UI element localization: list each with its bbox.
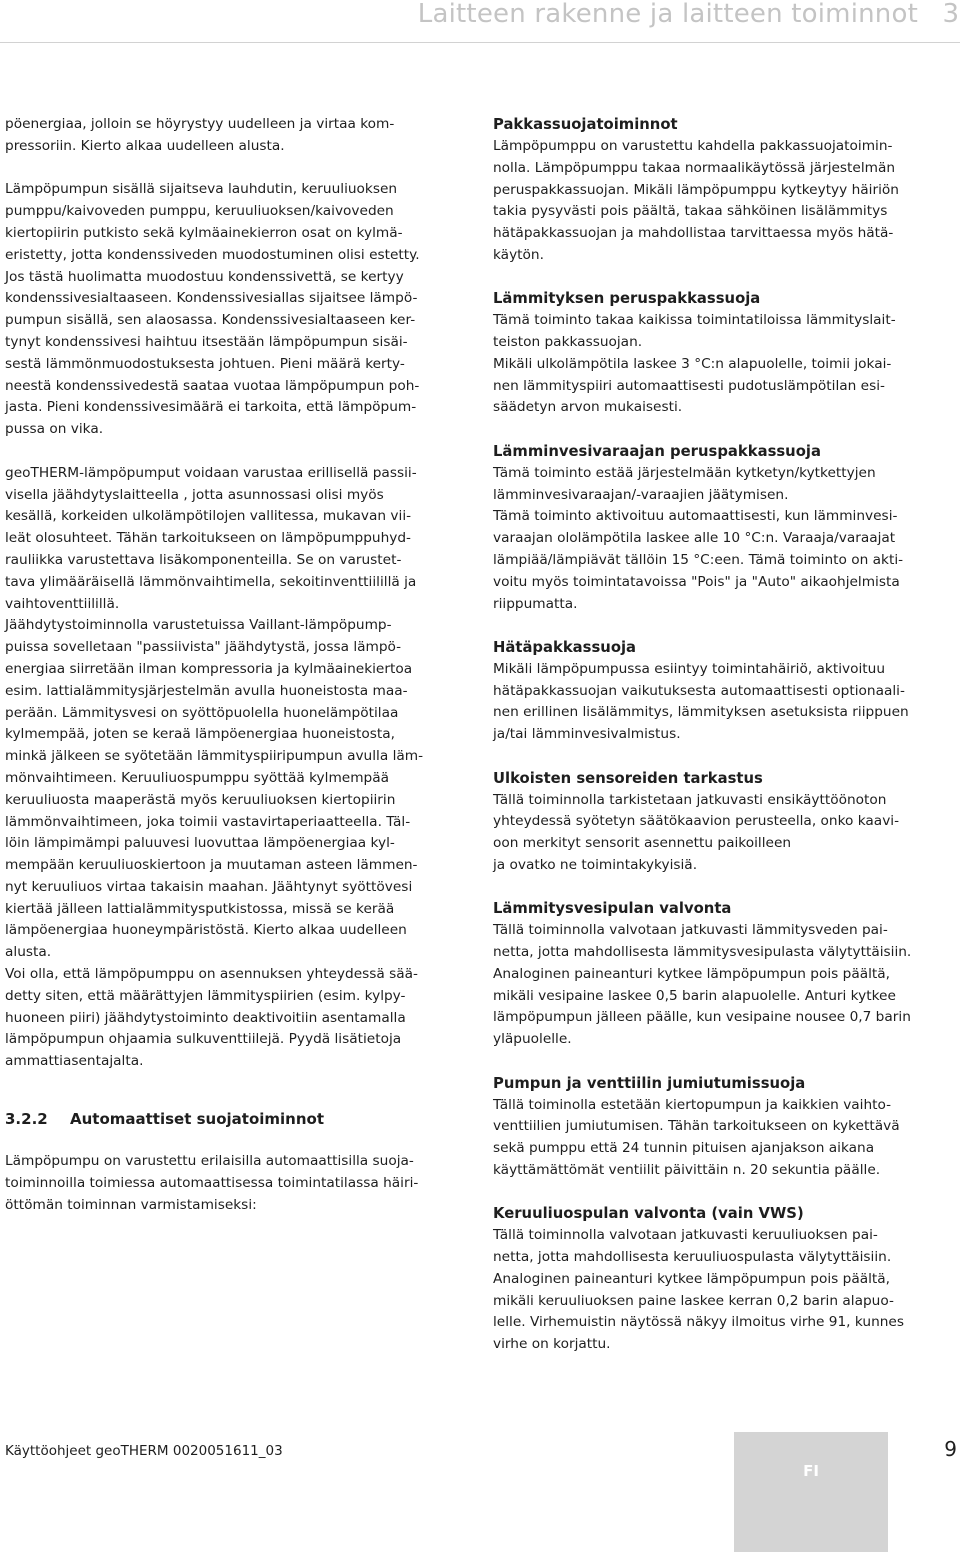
text-line: energiaa siirretään ilman kompressoria ja kylmäainekiertoa: [5, 660, 413, 677]
text-line: visella jäähdytyslaitteella , jotta asunnossasi olisi myös: [5, 486, 384, 503]
text-line: vaihtoventtiilillä.: [5, 595, 120, 612]
text-line: Tällä toiminnolla tarkistetaan jatkuvasti ensikäyttöönoton: [493, 791, 887, 808]
text-line: pressoriin. Kierto alkaa uudelleen alusta.: [5, 137, 285, 154]
subsection-heading: Pumpun ja venttiilin jumiutumissuoja: [493, 1074, 806, 1092]
text-line: sestä lämmönmuodostuksesta johtuen. Pieni määrä kerty-: [5, 355, 405, 372]
text-line: Tällä toiminolla estetään kiertopumpun ja kaikkien vaihto-: [493, 1096, 892, 1113]
section-number: 3.2.2: [5, 1110, 48, 1129]
text-line: varaajan ololämpötila laskee alle 10 °C:n. Varaaja/varaajat: [493, 530, 896, 547]
right-column: [493, 114, 957, 1356]
text-line: Mikäli ulkolämpötila laskee 3 °C:n alapuolelle, toimii jokai-: [493, 355, 892, 372]
text-line: nen erillinen lisälämmitys, lämmityksen asetuksista riippuen: [493, 704, 909, 721]
page-header: [0, 0, 960, 42]
text-line: voitu myös toimintatavoissa "Pois" ja "Auto" aikaohjelmista: [493, 573, 900, 590]
subsection-heading: Keruuliuospulan valvonta (vain VWS): [493, 1205, 804, 1223]
text-line: ammattiasentajalta.: [5, 1053, 144, 1070]
text-line: mikäli keruuliuoksen paine laskee kerran 0,2 barin alapuo-: [493, 1292, 894, 1309]
subsection-body: [493, 659, 957, 746]
text-line: hätäpakkassuojan vaikutuksesta automaattisesti optionaali-: [493, 682, 905, 699]
text-line: Lämpöpumpu on varustettu erilaisilla automaattisilla suoja-: [5, 1153, 414, 1170]
text-line: nyt keruuliuos virtaa takaisin maahan. Jäähtynyt syöttövesi: [5, 878, 413, 895]
text-line: öttömän toiminnan varmistamiseksi:: [5, 1196, 257, 1213]
subsection-body: [493, 1095, 957, 1182]
footer-document-id: Käyttöohjeet geoTHERM 0020051611_03: [5, 1443, 283, 1459]
text-line: lämminvesivaraajan/-varaajien jäätymisen.: [493, 486, 789, 503]
text-line: Tällä toiminnolla valvotaan jatkuvasti keruuliuoksen pai-: [493, 1227, 878, 1244]
text-line: yhteydessä syötetyn säätökaavion perusteella, onko kaavi-: [493, 813, 900, 830]
text-line: teiston pakkassuojan.: [493, 334, 643, 351]
text-line: kesällä, korkeiden ulkolämpötilojen vallitessa, mukavan vii-: [5, 508, 412, 525]
text-line: löin lämpimämpi paluuvesi luovuttaa lämpöenergiaa kyl-: [5, 835, 395, 852]
left-column: [5, 114, 470, 1216]
text-line: perään. Lämmitysvesi on syöttöpuolella huonelämpötilaa: [5, 704, 399, 721]
chapter-number: 3: [942, 0, 959, 29]
subsection-body: [493, 920, 957, 1051]
text-line: pumpun sisällä, sen alaosassa. Kondenssivesialtaaseen ker-: [5, 312, 416, 329]
text-line: lämpöenergiaa huoneympäristöstä. Kierto alkaa uudelleen: [5, 922, 407, 939]
text-line: mönvaihtimeen. Keruuliuospumppu syöttää kylmempää: [5, 769, 390, 786]
text-line: mikäli vesipaine laskee 0,5 barin alapuolelle. Anturi kytkee: [493, 987, 896, 1004]
text-line: oon merkityt sensorit asennettu paikoilleen: [493, 835, 792, 852]
text-line: minkä jälkeen se syötetään lämmityspiiripumpun avulla läm-: [5, 748, 424, 765]
subsection-body: [493, 310, 957, 419]
text-line: netta, jotta mahdollisesta lämmitysvesipulasta välytyttäisiin.: [493, 944, 912, 961]
text-line: lämmönvaihtimeen, joka toimii vastavirtaperiaatteella. Täl-: [5, 813, 411, 830]
text-line: pöenergiaa, jolloin se höyrystyy uudelleen ja virtaa kom-: [5, 116, 395, 132]
text-line: Jos tästä huolimatta muodostuu kondenssivettä, se kertyy: [5, 268, 404, 285]
text-line: kiertää jälleen lattialämmitysputkistossa, missä se kerää: [5, 900, 395, 917]
text-line: venttiilien jumiutumisen. Tähän tarkoitukseen on kykettävä: [493, 1118, 900, 1135]
text-line: Tämä toiminto takaa kaikissa toimintatiloissa lämmityslait-: [493, 312, 896, 329]
text-line: puissa sovelletaan "passiivista" jäähdytystä, jossa lämpö-: [5, 639, 402, 656]
text-line: pussa on vika.: [5, 421, 104, 438]
text-line: kylmempää, joten se keraä lämpöenergiaa huoneistosta,: [5, 726, 395, 743]
text-line: Tämä toiminto estää järjestelmään kytketyn/kytkettyjen: [493, 464, 876, 481]
text-line: ja/tai lämminvesivalmistus.: [493, 726, 681, 743]
header-divider: [0, 42, 960, 43]
text-line: rauliikka varustettava lisäkomponenteilla. Se on varustet-: [5, 551, 402, 568]
text-line: Mikäli lämpöpumpussa esiintyy toimintahäiriö, aktivoituu: [493, 660, 885, 677]
text-line: hätäpakkassuojan ja mahdollistaa tarvittaessa myös hätä-: [493, 225, 894, 242]
text-line: leät olosuhteet. Tähän tarkoitukseen on lämpöpumppuhyd-: [5, 530, 411, 547]
section-title: Automaattiset suojatoiminnot: [70, 1110, 325, 1129]
text-line: lämpöpumpun ohjaamia sulkuventtiilejä. Pyydä lisätietoja: [5, 1031, 402, 1048]
text-line: Jäähdytystoiminnolla varustetuissa Vaillant-lämpöpump-: [5, 617, 392, 634]
text-line: Lämpöpumpun sisällä sijaitseva lauhdutin, keruuliuoksen: [5, 181, 398, 198]
text-line: käyttämättömät ventiilit päivittäin n. 20 sekuntia päälle.: [493, 1161, 881, 1178]
text-line: Voi olla, että lämpöpumppu on asennuksen yhteydessä sää-: [5, 966, 418, 983]
text-line: pumppu/kaivoveden pumppu, keruuliuoksen/kaivoveden: [5, 203, 394, 220]
text-line: esim. lattialämmitysjärjestelmän avulla huoneistosta maa-: [5, 682, 408, 699]
text-line: jasta. Pieni kondenssivesimäärä ei tarkoita, että lämpöpum-: [5, 399, 417, 416]
language-label: FI: [803, 1462, 819, 1480]
text-line: säädetyn arvon mukaisesti.: [493, 399, 683, 416]
text-line: tynyt kondenssivesi haihtuu itsestään lämpöpumpun sisäi-: [5, 333, 408, 350]
chapter-title: Laitteen rakenne ja laitteen toiminnot: [417, 0, 918, 29]
text-line: alusta.: [5, 944, 52, 961]
subsection-heading: Lämmityksen peruspakkassuoja: [493, 290, 761, 308]
text-line: Lämpöpumppu on varustettu kahdella pakkassuojatoimin-: [493, 138, 893, 154]
text-line: lelle. Virhemuistin näytössä näkyy ilmoitus virhe 91, kunnes: [493, 1314, 904, 1331]
text-line: detty siten, että määrättyjen lämmityspiirien (esim. kylpy-: [5, 987, 406, 1004]
subsection-heading: Lämmitysvesipulan valvonta: [493, 900, 732, 918]
paragraph-cooling: [5, 463, 470, 1073]
subsection-body: [493, 790, 957, 877]
text-line: käytön.: [493, 246, 544, 263]
text-line: takia pysyvästi pois päältä, takaa sähköinen lisälämmitys: [493, 203, 888, 220]
text-line: lämpöpumpun jälleen päälle, kun vesipaine nousee 0,7 barin: [493, 1009, 911, 1026]
paragraph-condensation: [5, 179, 470, 441]
text-line: huoneen piiri) jäähdytystoiminto deaktivoitiin asentamalla: [5, 1009, 406, 1026]
text-line: eristetty, jotta kondenssiveden muodostuminen olisi estetty.: [5, 246, 420, 263]
text-line: kondenssivesialtaaseen. Kondenssivesiallas sijaitsee lämpö-: [5, 290, 418, 307]
text-line: Tämä toiminto aktivoituu automaattisesti, kun lämminvesi-: [493, 508, 898, 525]
text-line: Tällä toiminnolla valvotaan jatkuvasti lämmitysveden pai-: [493, 922, 888, 939]
text-line: lämpiää/lämpiävät tällöin 15 °C:een. Tämä toiminto on akti-: [493, 551, 904, 568]
text-line: riippumatta.: [493, 595, 578, 612]
language-tab: [734, 1432, 888, 1552]
text-line: peruspakkassuojan. Mikäli lämpöpumppu kytkeytyy häiriön: [493, 181, 899, 198]
text-line: netta, jotta mahdollisesta keruuliuospulasta välytyttäisiin.: [493, 1248, 892, 1265]
text-line: Analoginen paineanturi kytkee lämpöpumpun pois päältä,: [493, 1270, 891, 1287]
text-line: virhe on korjattu.: [493, 1336, 611, 1353]
page-number: 9: [944, 1437, 957, 1461]
text-line: yläpuolelle.: [493, 1031, 572, 1048]
subsection-heading: Hätäpakkassuoja: [493, 638, 637, 656]
subsection-heading: Pakkassuojatoiminnot: [493, 116, 678, 133]
text-line: ja ovatko ne toimintakykyisiä.: [493, 856, 698, 873]
text-line: nolla. Lämpöpumppu takaa normaalikäytössä järjestelmän: [493, 159, 896, 176]
text-line: geoTHERM-lämpöpumput voidaan varustaa erillisellä passii-: [5, 464, 417, 481]
text-line: keruuliuosta maaperästä myös keruuliuoksen kiertopiirin: [5, 791, 396, 808]
paragraph-intro: [5, 114, 470, 158]
text-line: Analoginen paineanturi kytkee lämpöpumpun pois päältä,: [493, 965, 891, 982]
paragraph-protection-intro: [5, 1151, 470, 1216]
text-line: mempään keruuliuoskiertoon ja muutaman asteen lämmen-: [5, 857, 418, 874]
text-line: kiertopiirin putkisto sekä kylmäainekierron osat on kylmä-: [5, 224, 403, 241]
subsection-body: [493, 463, 957, 616]
text-line: tava ylimääräisellä lämmönvaihtimella, sekoitinventtiilillä ja: [5, 573, 417, 590]
subsection-heading: Lämminvesivaraajan peruspakkassuoja: [493, 442, 821, 460]
subsection-body: [493, 136, 957, 267]
text-line: nen lämmityspiiri automaattisesti pudotuslämpötilan esi-: [493, 377, 885, 394]
text-line: neestä kondenssivedestä saataa vuotaa lämpöpumpun poh-: [5, 377, 420, 394]
subsection-body: [493, 1225, 957, 1356]
text-line: toiminnoilla toimiessa automaattisessa toimintatilassa häiri-: [5, 1174, 419, 1191]
subsection-heading: Ulkoisten sensoreiden tarkastus: [493, 769, 763, 787]
text-line: sekä pumppu että 24 tunnin pituisen ajanjakson aikana: [493, 1140, 875, 1157]
section-heading-3-2-2: [5, 1107, 470, 1131]
